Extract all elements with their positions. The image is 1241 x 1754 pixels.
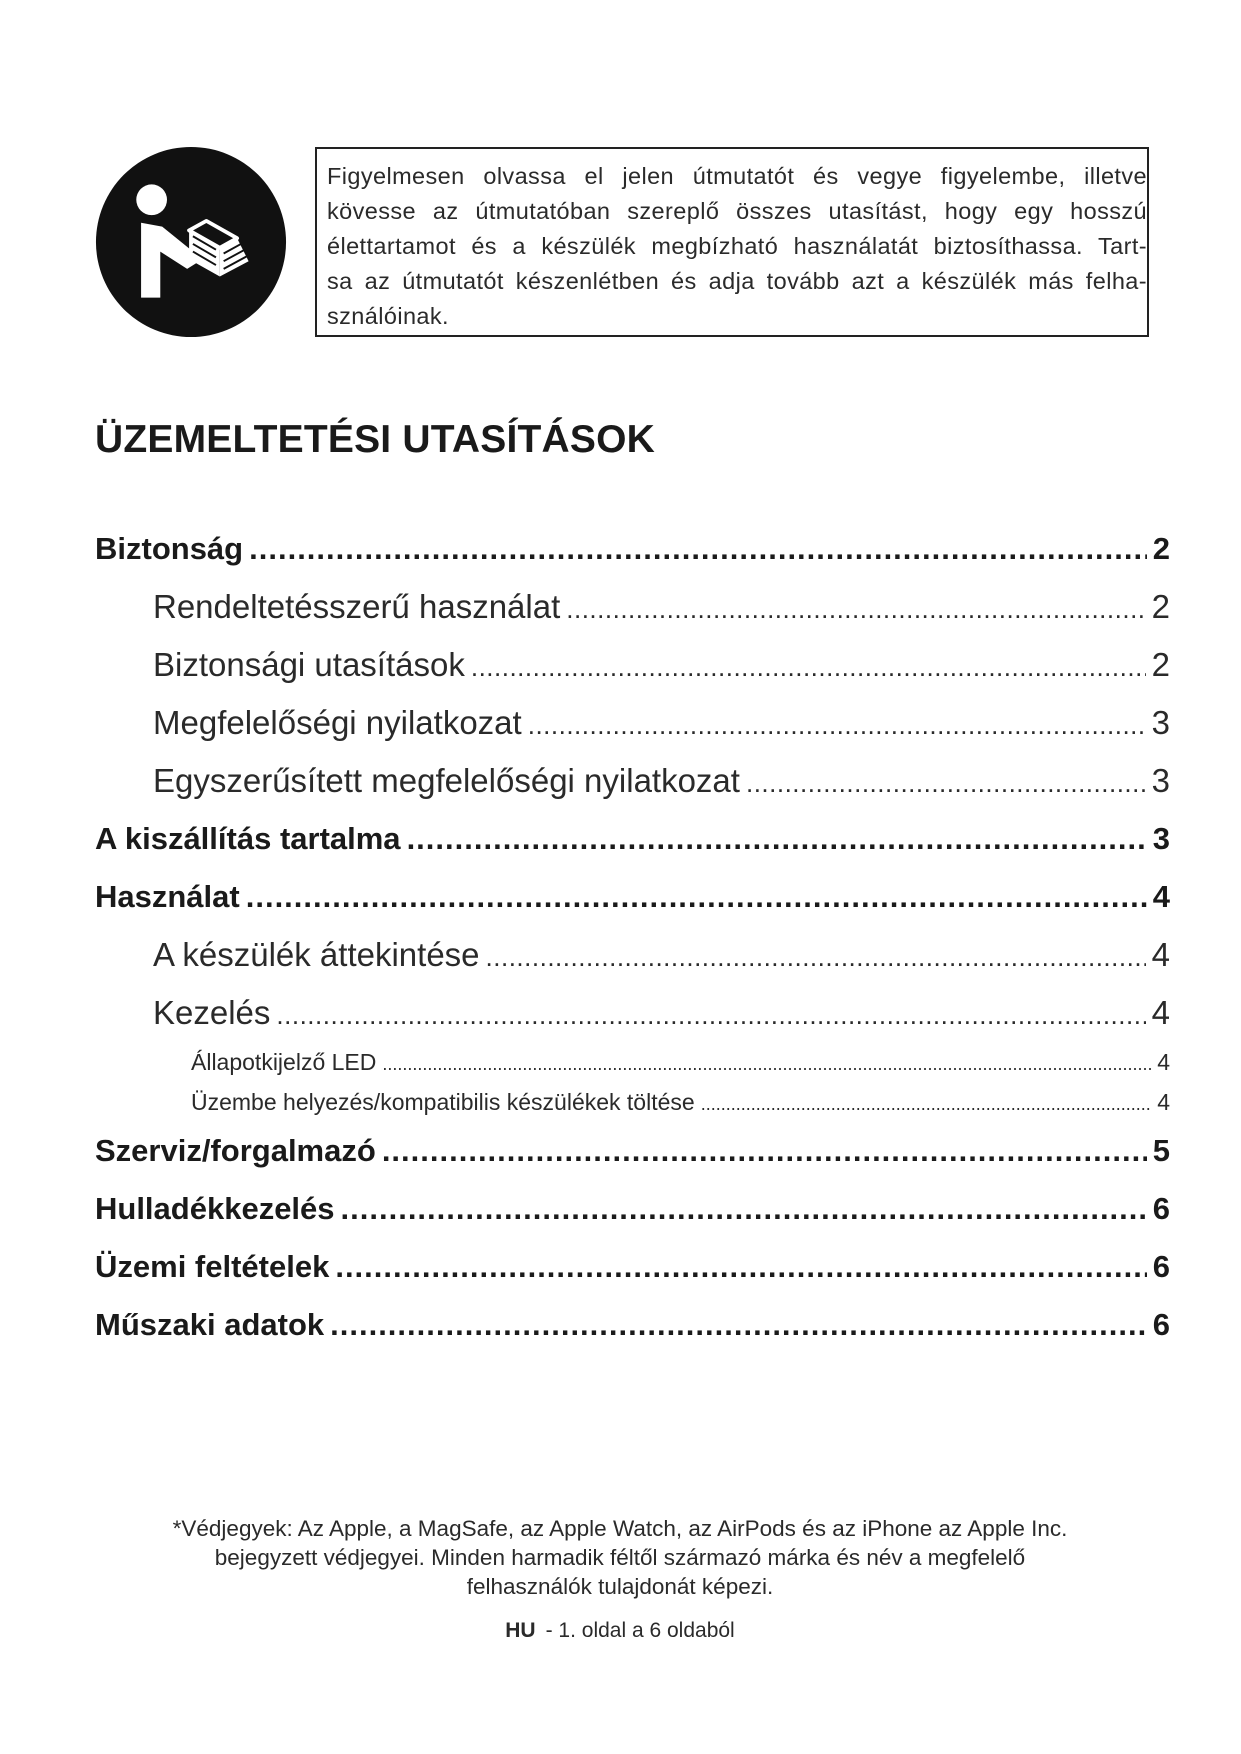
toc-entry-page: 6 [1152, 1191, 1170, 1226]
toc-entry-title: Állapotkijelző LED [191, 1049, 377, 1075]
toc-entry-title: Szerviz/forgalmazó [95, 1133, 376, 1168]
toc-entry-page: 3 [1152, 821, 1170, 856]
safety-notice-box [315, 147, 1149, 337]
toc-entry[interactable] [95, 636, 1170, 694]
notice-line: sa az útmutatót készenlétben és adja tovább azt a készülék más felha- [327, 268, 1147, 294]
toc-leader-dots [382, 1044, 1151, 1084]
toc-entry-title: Rendeltetésszerű használat [153, 588, 561, 625]
toc-entry-page: 4 [1151, 936, 1170, 973]
toc-leader-dots [701, 1084, 1152, 1124]
toc-leader-dots [276, 986, 1145, 1044]
toc-entry[interactable] [95, 752, 1170, 810]
toc-leader-dots [407, 810, 1147, 868]
notice-line: kövesse az útmutatóban szereplő összes utasítást, hogy egy hosszú [327, 198, 1147, 224]
trademark-footnote [95, 1514, 1145, 1601]
toc-entry-page: 4 [1152, 879, 1170, 914]
toc-entry-page: 2 [1152, 531, 1170, 566]
page-footer [95, 1619, 1145, 1643]
toc-entry-page: 4 [1151, 994, 1170, 1031]
toc-entry-title: Hulladékkezelés [95, 1191, 335, 1226]
footnote-line: bejegyzett védjegyei. Minden harmadik féltől származó márka és név a megfelelő [214, 1545, 1026, 1570]
toc-leader-dots [330, 1296, 1147, 1354]
toc-leader-dots [249, 520, 1147, 578]
toc-entry-title: Biztonság [95, 531, 244, 566]
toc-leader-dots [486, 928, 1146, 986]
read-manual-icon [95, 146, 287, 338]
document-title: ÜZEMELTETÉSI UTASÍTÁSOK [95, 418, 655, 461]
toc-entry-title: Biztonsági utasítások [153, 646, 465, 683]
notice-line: élettartamot és a készülék megbízható használatát biztosíthassa. Tart- [327, 233, 1147, 259]
toc-entry[interactable] [95, 1122, 1170, 1180]
toc-entry-page: 4 [1157, 1049, 1170, 1075]
toc-entry[interactable] [95, 984, 1170, 1042]
toc-entry-title: Kezelés [153, 994, 271, 1031]
toc-leader-dots [566, 580, 1145, 638]
toc-entry-title: Megfelelőségi nyilatkozat [153, 704, 522, 741]
footnote-line: *Védjegyek: Az Apple, a MagSafe, az Apple Watch, az AirPods és az iPhone az Apple Inc. [172, 1516, 1068, 1541]
toc-leader-dots [341, 1180, 1147, 1238]
language-code: HU [505, 1619, 536, 1642]
toc-entry-title: Műszaki adatok [95, 1307, 325, 1342]
footnote-line: felhasználók tulajdonát képezi. [466, 1574, 774, 1599]
toc-entry[interactable] [95, 926, 1170, 984]
toc-entry-page: 6 [1152, 1307, 1170, 1342]
toc-leader-dots [335, 1238, 1146, 1296]
toc-leader-dots [528, 696, 1146, 754]
toc-entry[interactable] [95, 1238, 1170, 1296]
toc-entry-page: 2 [1151, 588, 1170, 625]
toc-entry[interactable] [95, 1042, 1170, 1082]
notice-line: Figyelmesen olvassa el jelen útmutatót és vegye figyelembe, illetve [327, 163, 1147, 189]
toc-leader-dots [471, 638, 1146, 696]
toc-leader-dots [382, 1122, 1147, 1180]
toc-entry[interactable] [95, 520, 1170, 578]
toc-entry[interactable] [95, 578, 1170, 636]
toc-entry-page: 3 [1151, 704, 1170, 741]
toc-entry-page: 6 [1152, 1249, 1170, 1284]
toc-entry-title: Használat [95, 879, 240, 914]
table-of-contents [95, 520, 1170, 1354]
toc-entry[interactable] [95, 1296, 1170, 1354]
toc-entry-page: 3 [1151, 762, 1170, 799]
toc-entry-title: A kiszállítás tartalma [95, 821, 401, 856]
toc-entry[interactable] [95, 1082, 1170, 1122]
page-number: - 1. oldal a 6 oldaból [545, 1619, 735, 1642]
toc-entry-title: Üzemi feltételek [95, 1249, 330, 1284]
toc-leader-dots [246, 868, 1147, 926]
toc-entry-title: Üzembe helyezés/kompatibilis készülékek töltése [191, 1089, 695, 1115]
toc-entry-page: 2 [1151, 646, 1170, 683]
toc-leader-dots [746, 754, 1146, 812]
toc-entry[interactable] [95, 868, 1170, 926]
toc-entry-title: A készülék áttekintése [153, 936, 480, 973]
notice-line: sználóinak. [327, 303, 449, 329]
toc-entry-page: 4 [1157, 1089, 1170, 1115]
toc-entry[interactable] [95, 1180, 1170, 1238]
toc-entry-title: Egyszerűsített megfelelőségi nyilatkozat [153, 762, 740, 799]
toc-entry[interactable] [95, 694, 1170, 752]
toc-entry[interactable] [95, 810, 1170, 868]
toc-entry-page: 5 [1152, 1133, 1170, 1168]
